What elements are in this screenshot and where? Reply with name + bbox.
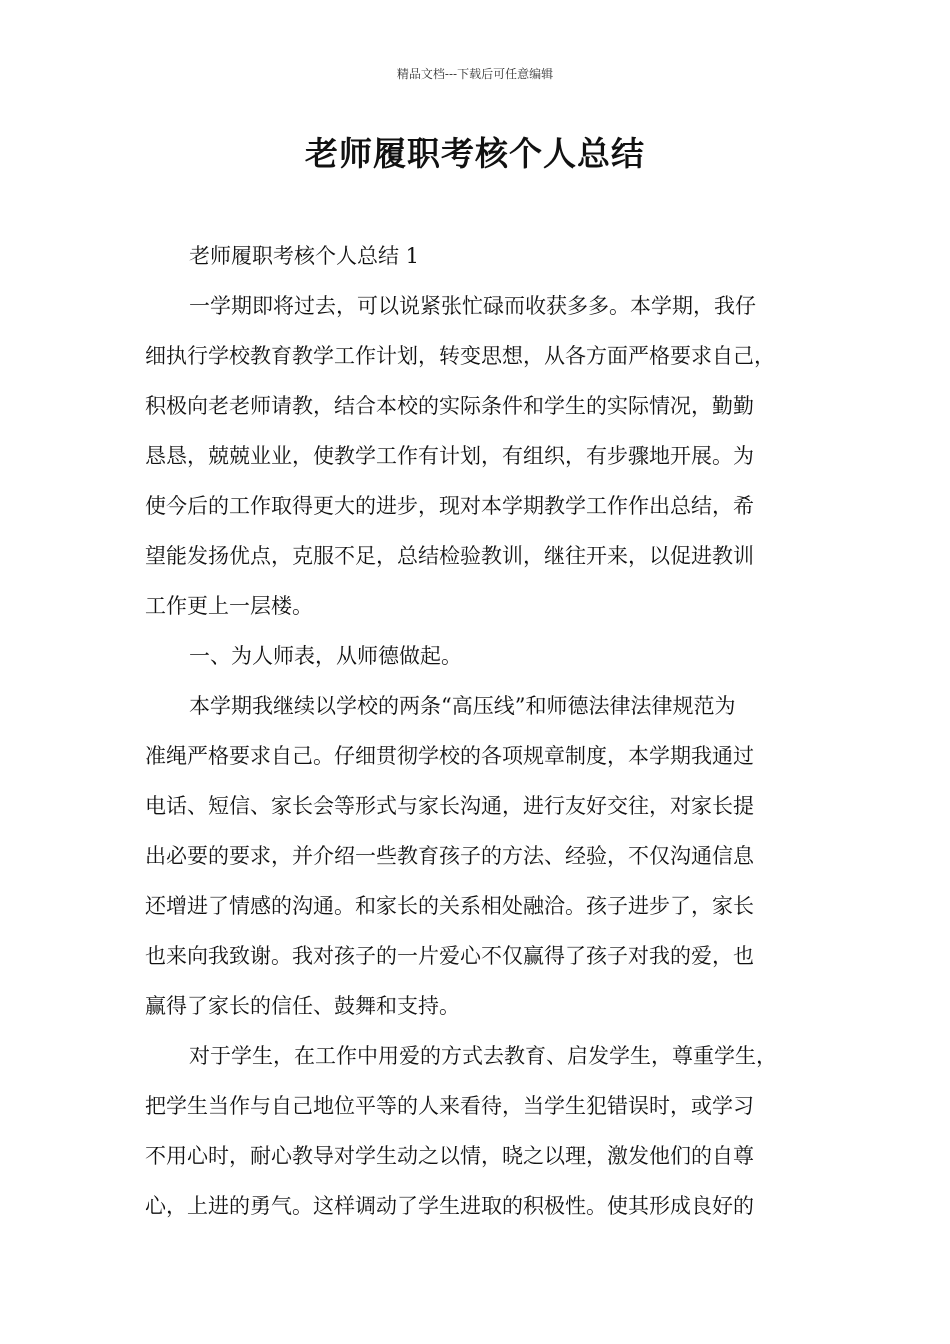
text-line: 把学生当作与自己地位平等的人来看待，当学生犯错误时，或学习 xyxy=(145,1094,754,1118)
text-line: 出必要的要求，并介绍一些教育孩子的方法、经验，不仅沟通信息 xyxy=(145,844,754,868)
paragraph-students xyxy=(145,1031,815,1231)
text-line: 心，上进的勇气。这样调动了学生进取的积极性。使其形成良好的 xyxy=(145,1194,754,1218)
paragraph-ethics xyxy=(145,681,815,1031)
text-line: 使今后的工作取得更大的进步，现对本学期教学工作作出总结，希 xyxy=(145,494,754,518)
text-line: 电话、短信、家长会等形式与家长沟通，进行友好交往，对家长提 xyxy=(145,794,754,818)
text-line: 还增进了情感的沟通。和家长的关系相处融洽。孩子进步了，家长 xyxy=(145,894,754,918)
point-one-heading: 一、为人师表，从师德做起。 xyxy=(189,644,462,668)
text-line: 准绳严格要求自己。仔细贯彻学校的各项规章制度，本学期我通过 xyxy=(145,744,754,768)
text-line: 积极向老老师请教，结合本校的实际条件和学生的实际情况，勤勤 xyxy=(145,394,754,418)
text-line: 一学期即将过去，可以说紧张忙碌而收获多多。本学期，我仔 xyxy=(189,294,756,318)
text-line: 工作更上一层楼。 xyxy=(145,594,313,618)
text-line: 望能发扬优点，克服不足，总结检验教训，继往开来，以促进教训 xyxy=(145,544,754,568)
text-line: 细执行学校教育教学工作计划，转变思想，从各方面严格要求自己， xyxy=(145,344,775,368)
text-line: 不用心时，耐心教导对学生动之以情，晓之以理，激发他们的自尊 xyxy=(145,1144,754,1168)
paragraph-intro xyxy=(145,281,815,631)
text-line: 赢得了家长的信任、鼓舞和支持。 xyxy=(145,994,460,1018)
document-body xyxy=(145,231,815,1231)
section-heading: 老师履职考核个人总结 1 xyxy=(189,244,420,268)
text-line: 对于学生，在工作中用爱的方式去教育、启发学生，尊重学生， xyxy=(189,1044,777,1068)
text-line: 恳恳，兢兢业业，使教学工作有计划，有组织，有步骤地开展。为 xyxy=(145,444,754,468)
text-line: 本学期我继续以学校的两条“高压线”和师德法律法律规范为 xyxy=(189,694,736,718)
header-note: 精品文档---下载后可任意编辑 xyxy=(396,67,554,81)
document-title: 老师履职考核个人总结 xyxy=(305,134,645,173)
text-line: 也来向我致谢。我对孩子的一片爱心不仅赢得了孩子对我的爱，也 xyxy=(145,944,754,968)
